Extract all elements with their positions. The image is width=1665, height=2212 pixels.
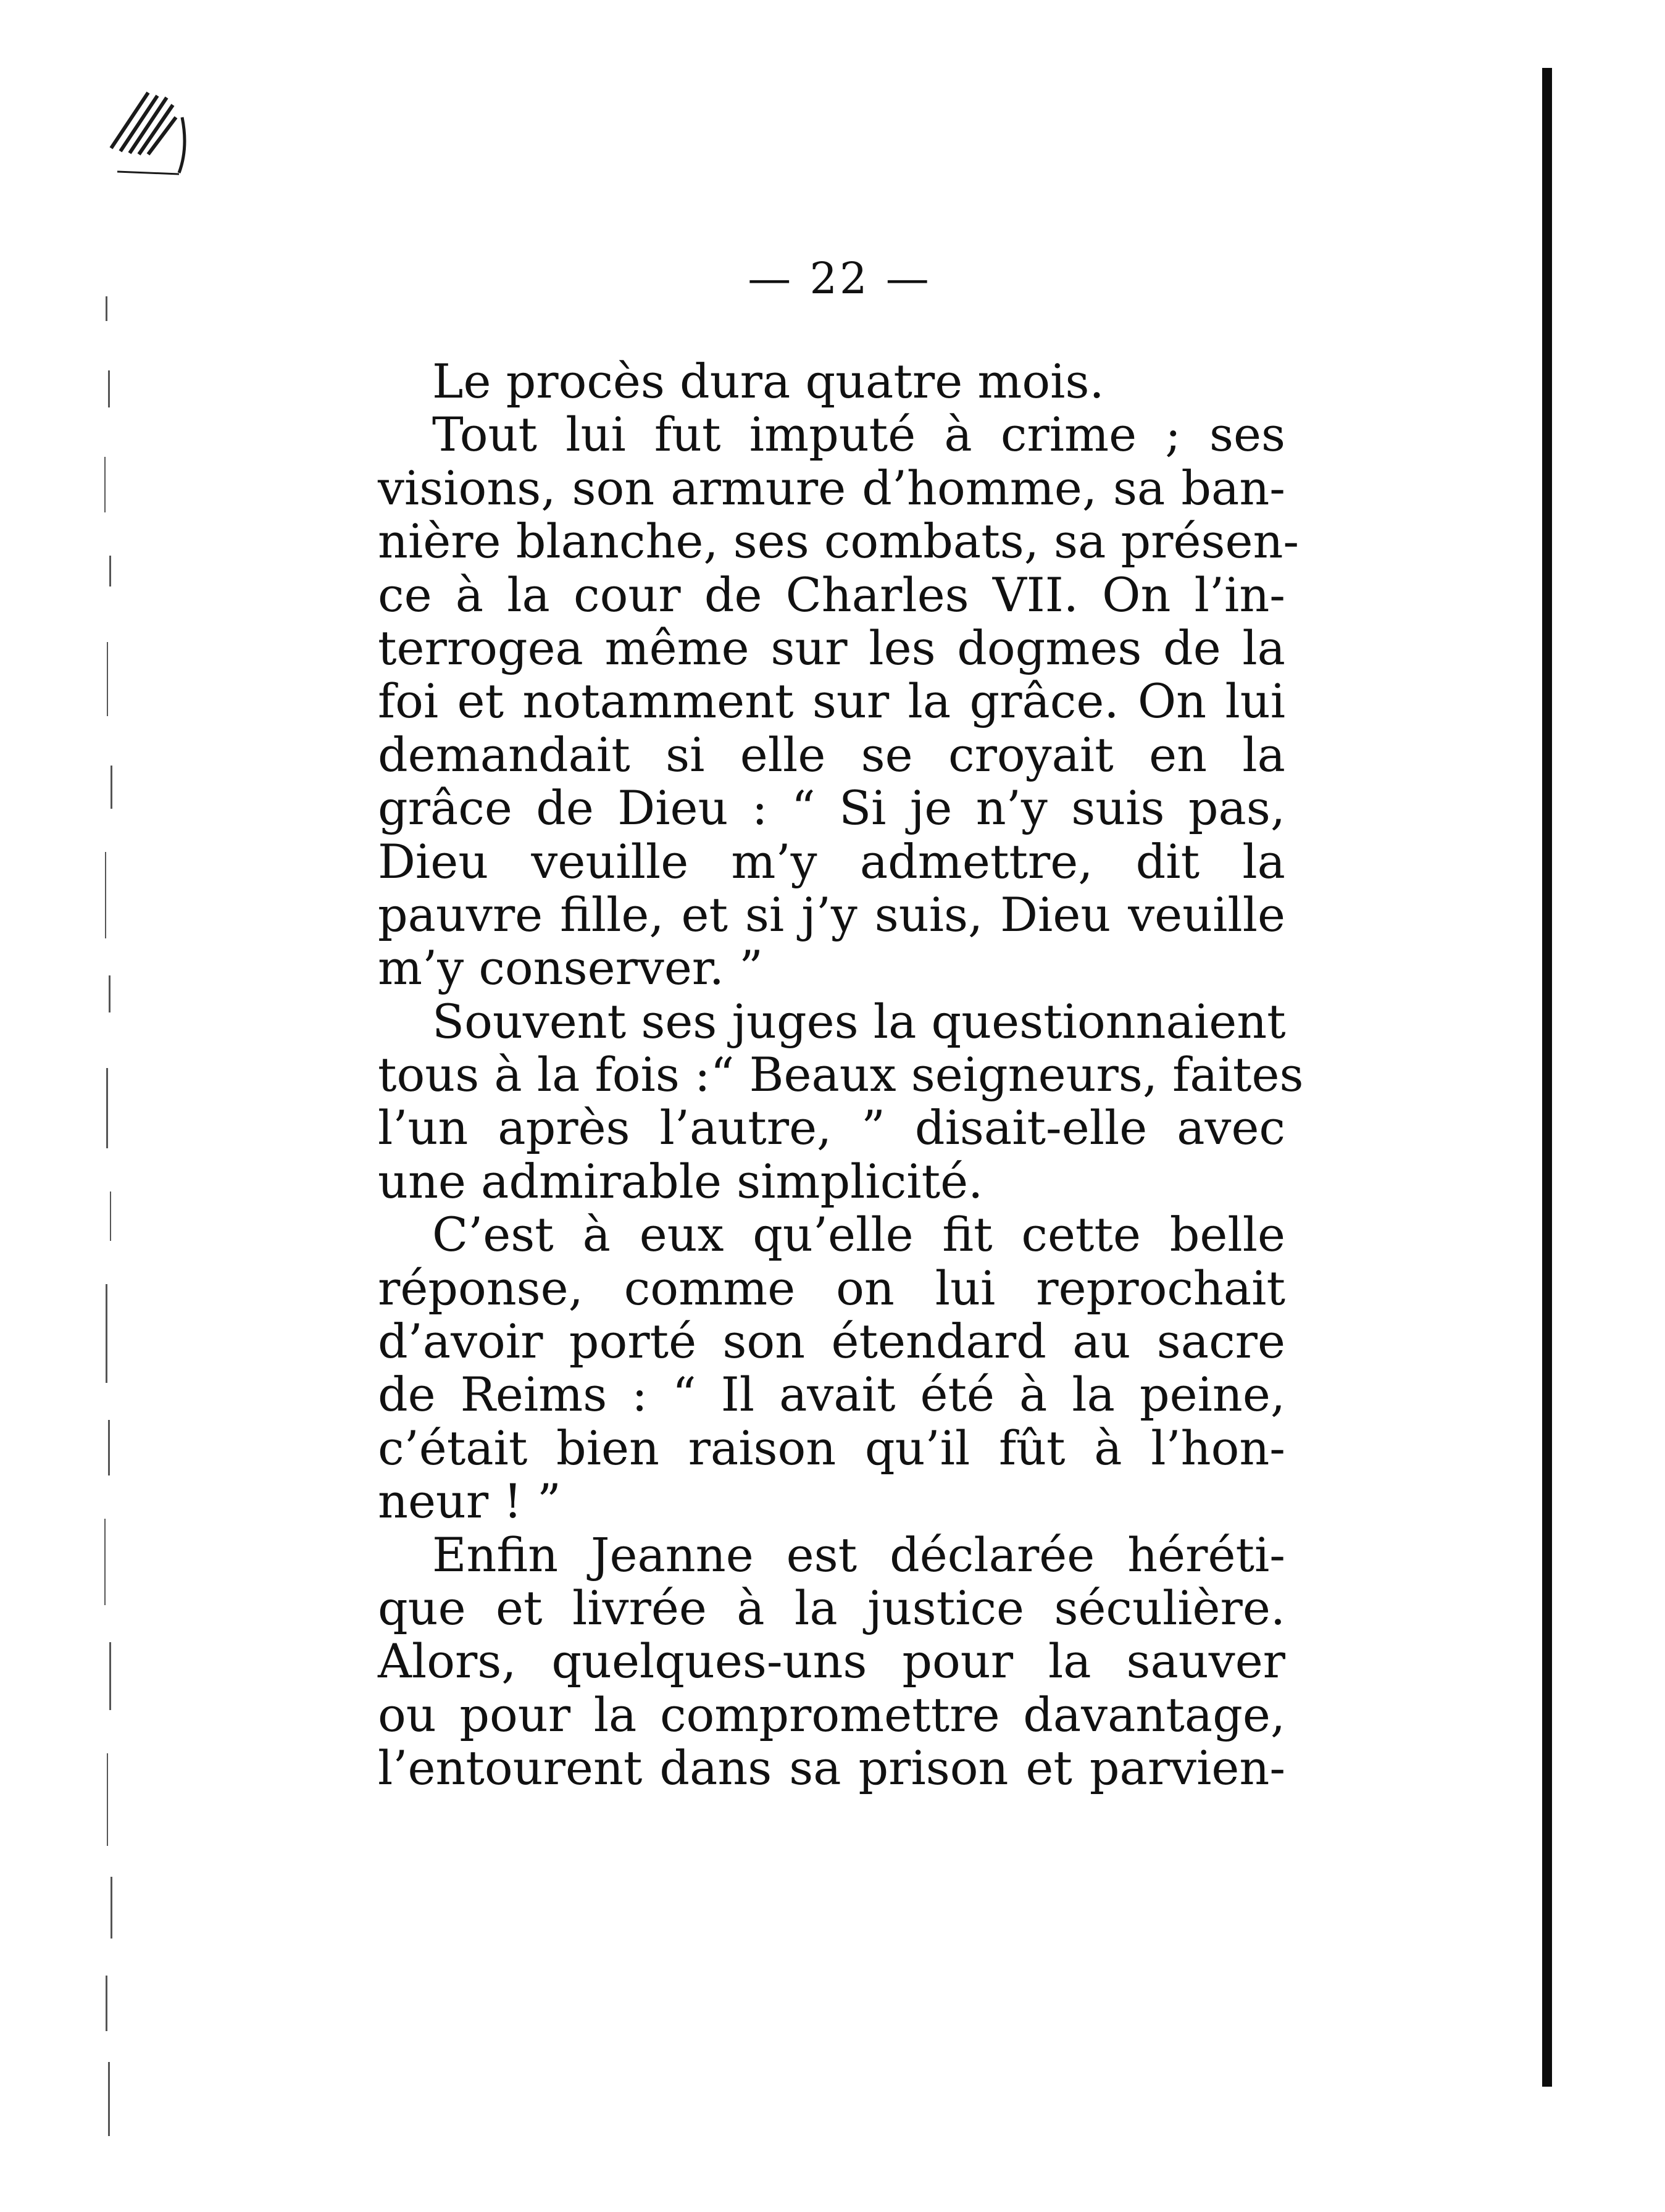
text-line: neur ! ” xyxy=(378,1474,561,1529)
vertical-rule xyxy=(1542,68,1552,2087)
text-line: l’entourent dans sa prison et parvien- xyxy=(378,1740,1285,1796)
text-line: demandait si elle se croyait en la xyxy=(378,727,1285,782)
text-line: que et livrée à la justice séculière. xyxy=(378,1580,1285,1635)
body-text xyxy=(378,354,1304,1796)
text-line: de Reims : “ Il avait été à la peine, xyxy=(378,1367,1285,1422)
text-line: Enfin Jeanne est déclarée héréti- xyxy=(432,1527,1285,1582)
text-line: Tout lui fut imputé à crime ; ses xyxy=(432,407,1285,462)
text-line: ce à la cour de Charles VII. On l’in- xyxy=(378,567,1285,622)
text-line: réponse, comme on lui reprochait xyxy=(378,1260,1285,1316)
text-line: m’y conserver. ” xyxy=(378,940,763,996)
text-line: Alors, quelques-uns pour la sauver xyxy=(378,1634,1285,1689)
text-line: foi et notamment sur la grâce. On lui xyxy=(378,674,1285,729)
text-line: tous à la fois :“ Beaux seigneurs, faites xyxy=(378,1047,1304,1103)
text-line: d’avoir porté son étendard au sacre xyxy=(378,1314,1285,1369)
page-number: — 22 — xyxy=(748,253,932,304)
text-line: terrogea même sur les dogmes de la xyxy=(378,620,1285,675)
text-line: C’est à eux qu’elle fit cette belle xyxy=(432,1207,1285,1263)
text-line: Le procès dura quatre mois. xyxy=(432,354,1104,409)
text-line: nière blanche, ses combats, sa présen- xyxy=(378,514,1300,569)
binding-speckle-marks xyxy=(102,296,139,2148)
text-line: c’était bien raison qu’il fût à l’hon- xyxy=(378,1420,1285,1475)
text-line: Dieu veuille m’y admettre, dit la xyxy=(378,833,1285,889)
text-line: ou pour la compromettre davantage, xyxy=(378,1687,1285,1742)
text-line: visions, son armure d’homme, sa ban- xyxy=(378,460,1285,515)
hatched-stamp-icon xyxy=(105,80,198,179)
text-line: Souvent ses juges la questionnaient xyxy=(432,993,1286,1049)
text-line: l’un après l’autre, ” disait-elle avec xyxy=(378,1100,1285,1156)
text-line: une admirable simplicité. xyxy=(378,1153,983,1209)
text-line: grâce de Dieu : “ Si je n’y suis pas, xyxy=(378,780,1285,836)
text-line: pauvre fille, et si j’y suis, Dieu veuille xyxy=(378,887,1285,942)
